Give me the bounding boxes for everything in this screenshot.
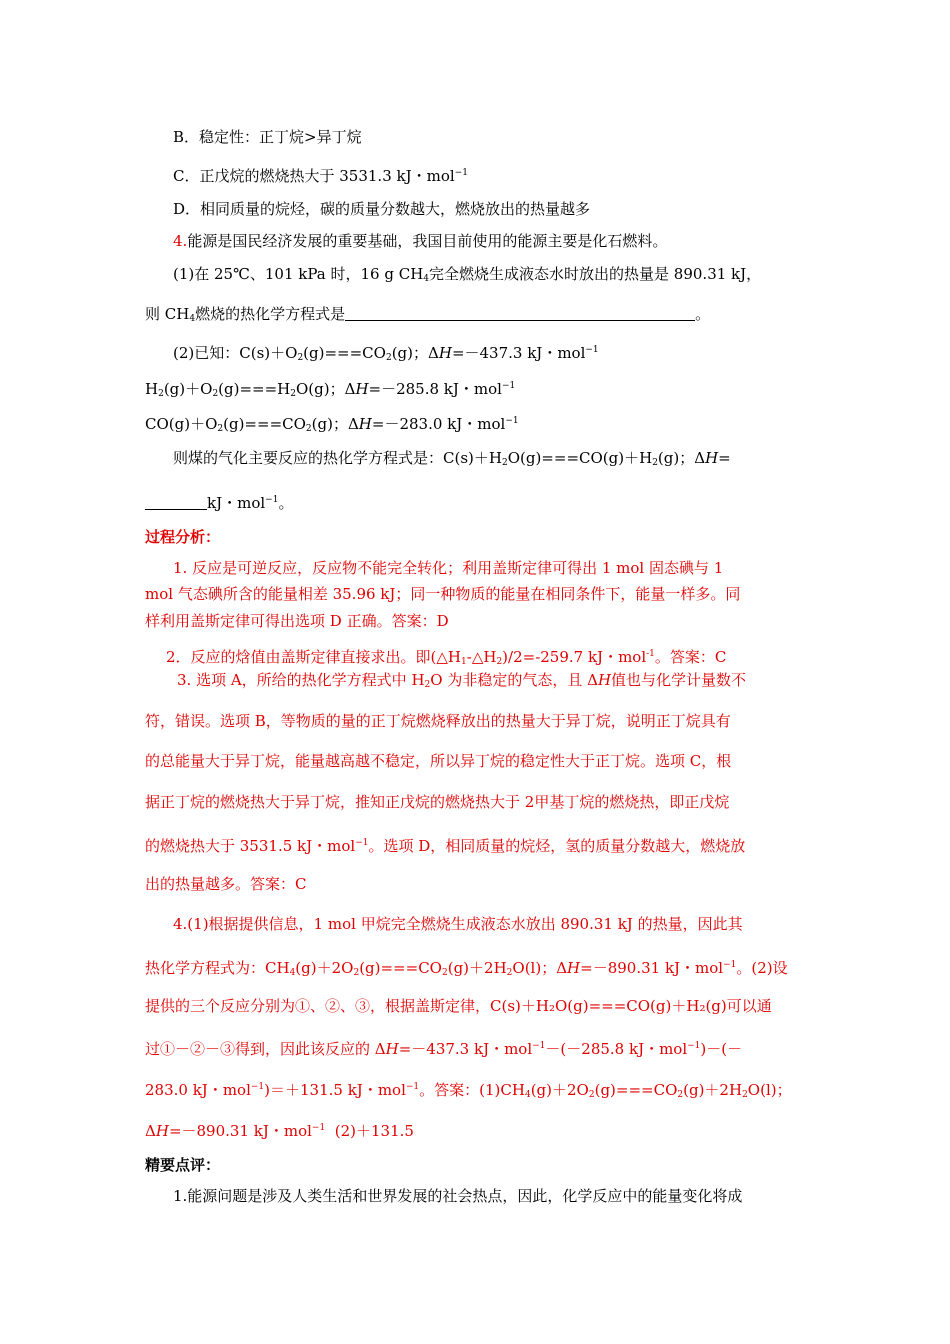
analysis-4-line-4: 过①－②－③得到，因此该反应的 ΔH=－437.3 kJ・mol$^{-1}$－(－285.8 kJ・mol$^{-1}$)－(－ <box>145 1040 743 1058</box>
question-4-part1: (1)在 25℃、101 kPa 时，16 g $CH_4$完全燃烧生成液态水时放出的热量是 890.31 kJ， <box>173 265 762 284</box>
question-4-stem: 4.能源是国民经济发展的重要基础，我国目前使用的能源主要是化石燃料。 <box>173 232 668 250</box>
known-reaction-3: $CO(g)+O_2(g)===CO_2(g)$；ΔH=－283.0 kJ・mol$^{-1}$ <box>145 415 519 434</box>
option-b: B．稳定性：正丁烷>异丁烷 <box>173 128 362 146</box>
analysis-1-line-3: 样利用盖斯定律可得出选项 D 正确。答案：D <box>145 612 449 630</box>
question-4-part2-blank: kJ・mol$^{-1}$。 <box>145 490 293 513</box>
analysis-1-line-1: 1. 反应是可逆反应，反应物不能完全转化；利用盖斯定律可得出 1 mol 固态碘与 1 <box>173 559 724 577</box>
analysis-3-line-6: 出的热量越多。答案：C <box>145 875 307 893</box>
analysis-4-line-1: 4.(1)根据提供信息，1 mol 甲烷完全燃烧生成液态水放出 890.31 kJ 的热量，因此其 <box>173 915 743 933</box>
analysis-heading: 过程分析： <box>145 528 221 546</box>
option-d: D．相同质量的烷烃，碳的质量分数越大，燃烧放出的热量越多 <box>173 200 591 218</box>
analysis-4-line-6: ΔH=－890.31 kJ・mol$^{-1}$ (2)＋131.5 <box>145 1122 414 1140</box>
review-1: 1.能源问题是涉及人类生活和世界发展的社会热点，因此，化学反应中的能量变化将成 <box>173 1187 743 1205</box>
analysis-1-line-2: mol 气态碘所含的能量相差 35.96 kJ；同一种物质的能量在相同条件下，能量一样多。同 <box>145 585 741 603</box>
review-heading: 精要点评： <box>145 1156 221 1174</box>
known-reaction-1: (2)已知：$C(s)+O_2(g)===CO_2(g)$；ΔH=－437.3 kJ・mol$^{-1}$ <box>173 344 599 363</box>
analysis-4-line-5: 283.0 kJ・mol$^{-1}$)＝＋131.5 kJ・mol$^{-1}$。答案：$(1)CH_4(g)+2O_2(g)===CO_2(g)+2H_2O(l)$； <box>145 1081 792 1100</box>
analysis-4-line-2: 热化学方程式为：$CH_4(g)+2O_2(g)===CO_2(g)+2H_2O(l)$；ΔH=－890.31 kJ・mol$^{-1}$。(2)设 <box>145 959 788 978</box>
analysis-3-line-4: 据正丁烷的燃烧热大于异丁烷，推知正戊烷的燃烧热大于 2甲基丁烷的燃烧热，即正戊烷 <box>145 793 730 811</box>
question-4-part2: 则煤的气化主要反应的热化学方程式是：$C(s)+H_2O(g)===CO(g)+H_2(g)$；ΔH= <box>173 449 731 468</box>
analysis-3-line-5: 的燃烧热大于 3531.5 kJ・mol$^{-1}$。选项 D，相同质量的烷烃，氢的质量分数越大，燃烧放 <box>145 837 746 855</box>
analysis-3-line-2: 符，错误。选项 B，等物质的量的正丁烷燃烧释放出的热量大于异丁烷，说明正丁烷具有 <box>145 712 731 730</box>
question-4-part1-blank: 则 $CH_4$燃烧的热化学方程式是 。 <box>145 305 711 324</box>
analysis-3-line-3: 的总能量大于异丁烷，能量越高越不稳定，所以异丁烷的稳定性大于正丁烷。选项 C，根 <box>145 752 732 770</box>
analysis-4-line-3: 提供的三个反应分别为①、②、③，根据盖斯定律，C(s)＋H₂O(g)===CO(g)＋H₂(g)可以通 <box>145 997 772 1015</box>
known-reaction-2: $H_2(g)+O_2(g)===H_2O(g)$；ΔH=－285.8 kJ・mol$^{-1}$ <box>145 380 516 399</box>
option-c: C．正戊烷的燃烧热大于 3531.3 kJ・mol$^{-1}$ <box>173 167 468 185</box>
analysis-2: 2．反应的焓值由盖斯定律直接求出。即$(\triangle H_1-\triangle H_2)/2=-259.7$ kJ・mol$^{-1}$。答案：C <box>166 648 727 667</box>
analysis-3-line-1: 3. 选项 A，所给的热化学方程式中 $H_2O$ 为非稳定的气态，且 ΔH值也与化学计量数不 <box>177 671 747 690</box>
